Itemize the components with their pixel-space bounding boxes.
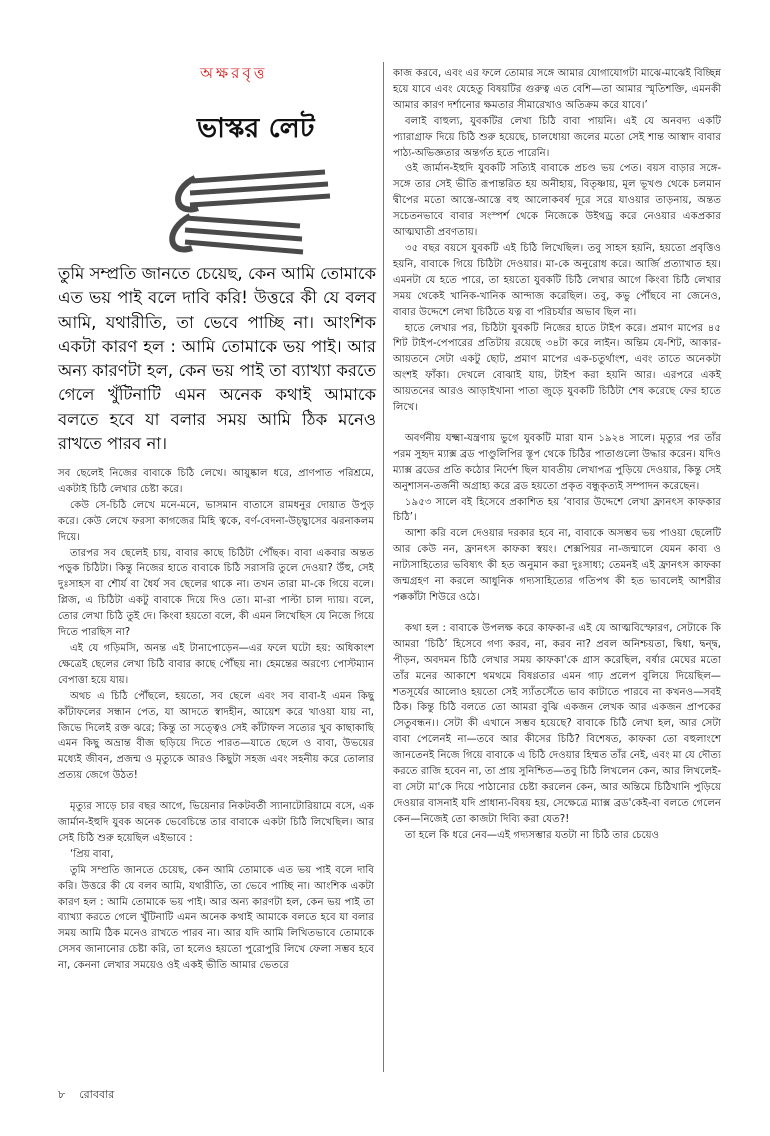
scroll-bottom-line-2 [185,230,302,239]
paragraph: কেউ সে-চিঠি লেখে মনে-মনে, ভাসমান বাতাসে রামধনুর দোয়াত উপুড় করে। কেউ লেখে ফরসা কাগজের মিহি ত্বকে, বর্ণ-বেদনা-উচ্ছ্বাসের ঝরনাকলম দিয়ে। [58,499,374,543]
paragraph: ওই জার্মান-ইহুদি যুবকটি সত্যিই বাবাকে প্রচণ্ড ভয় পেত। বয়স বাড়ার সঙ্গে-সঙ্গে তার সেই ভীতি রূপান্তরিত হয় অনীহায়, বিতৃষ্ণায়, মূল ভূখণ্ড থেকে চলমান দ্বীপের মতো আস্তে-আস্তে বহু আলোকবর্ষ দূরে সরে যাওয়ার তাড়নায়, অন্তত সচেতনভাবে বাবার সংস্পর্শ থেকে নিজেকে উইথড্র করে নেওয়ার একপ্রকার আত্মঘাতী প্রবণতায়। [393,163,721,239]
intro-quote: তুমি সম্প্রতি জানতে চেয়েছ, কেন আমি তোমাকে এত ভয় পাই বলে দাবি করি! উত্তরে কী যে বলব আমি, যথারীতি, তা ভেবে পাচ্ছি না। আংশিক একটা কারণ হল : আমি তোমাকে ভয় পাই। আর অন্য কারণটা হল, কেন ভয় পাই তা ব্যাখ্যা করতে গেলে খুঁটিনাটি এমন অনেক কথাই আমাকে বলতে হবে যা বলার সময় আমি ঠিক মনেও রাখতে পারব না। [58,264,376,454]
paragraph: এই যে গড়িমসি, অনন্ত এই টানাপোড়েন—এর ফলে ঘটো হয়: অধিকাংশ ক্ষেত্রেই ছেলের লেখা চিঠি বাবার কাছে পৌঁছয় না। হেমন্তের অরণ্যে পোস্টম্যান বেপাত্তা হয়ে যায়। [58,642,374,686]
paragraph: হাতে লেখার পর, চিঠিটা যুবকটি নিজের হাতে টাইপ করে। প্রমাণ মাপের ৪৫ শিট টাইপ-পেপারের প্রতিটায় রয়েছে ৩৪টা করে লাইন। অন্তিম যে-শিট, আকার-আয়তনে সেটা একটু ছোট, প্রমাণ মাপের এক-চতুর্থাংশ, এবং তাতে অনেকটা অংশই ফাঁকা। দেখলে বোঝাই যায়, টাইপ করা হয়নি আর। এরপরে একই আয়তনের আরও আড়াইখানা পাতা জুড়ে যুবকটি চিঠিটা শেষ করেছে ফের হাতে লিখে। [393,322,721,414]
page-footer [58,1086,114,1105]
scroll-bottom-line-1 [185,218,300,226]
paragraph: মৃত্যুর সাড়ে চার বছর আগে, ভিয়েনার নিকটবর্তী স্যানাটোরিয়ামে বসে, এক জার্মান-ইহুদি যুবক অনেক ভেবেচিন্তে তার বাবাকে একটা চিঠি লিখেছিল। আর সেই চিঠি শুরু হয়েছিল এইভাবে : [58,801,374,844]
paragraph: আশা করি বলে দেওয়ার দরকার হবে না, বাবাকে অসম্ভব ভয় পাওয়া ছেলেটি আর কেউ নন, ফ্রানৎস কাফকা স্বয়ং। শেক্সপিয়র না-জন্মালে যেমন কাব্য ও নাট্যসাহিত্যের ভবিষ্যৎ কী হত অনুমান করা দুঃসাধ্য; তেমনই এই ফ্রানৎস কাফকা জন্মগ্রহণ না করলে আধুনিক গদ্যসাহিত্যের গতিপথ কী হত ভাবলেই আশরীর পক্ককাঁটা শিউরে ওঠে। [393,528,721,603]
paragraph: তা হলে কি ধরে নেব—এই গদ্যসম্ভার যতটা না চিঠি তার চেয়েও [405,829,660,841]
paragraph: অবর্ণনীয় যক্ষ্মা-যন্ত্রণায় ভুগে যুবকটি মারা যান ১৯২৪ সালে। মৃত্যুর পর তাঁর পরম সুহৃদ ম্যাক্স ব্রড পাণ্ডুলিপির স্তূপ থেকে চিঠির পাতাগুলো উদ্ধার করেন। যদিও ম্যাক্স ব্রডের প্রতি কঠোর নির্দেশ ছিল যাবতীয় লেখাপত্র পুড়িয়ে দেওয়ার, কিন্তু সেই অনুশাসন-তর্জনী অগ্রাহ্য করে ব্রড হয়তো প্রকৃত বন্ধুকৃত্যই সম্পাদন করেছেন। [393,432,721,492]
column-divider [383,62,384,1072]
paragraph: কথা হল : বাবাকে উপলক্ষ করে কাফকা-র এই যে আত্মবিস্ফোরণ, সেটাকে কি আমরা ‘চিঠি’ হিসেবে গণ্য করব, না, করব না? প্রবল অনিশ্চয়তা, দ্বিধা, দ্বন্দ্ব, পীড়ন, অবদমন চিঠি লেখার সময় কাফকা'কে গ্রাস করেছিল, বর্ষার মেঘের মতো তাঁর মনের আকাশে থমথমে বিষণ্ণতার এমন গাঢ় প্রলেপ বুলিয়ে দিয়েছিল—শতসূর্যের আলোও হয়তো সেই স্যাঁতসেঁতে ভাব কাটাতে পারবে না কখনও—সবই ঠিক। কিন্তু চিঠি বলতে তো আমরা বুঝি একজন লেখক আর একজন প্রাপকের সেতুবন্ধন।। সেটা কী এখানে সম্ভব হয়েছে? বাবাকে চিঠি লেখা হল, আর সেটা বাবা পেলেনই না—তবে আর কীসের চিঠি? বিশেষত, কাফকা তো বহুলাংশে জানতেনই নিজে গিয়ে বাবাকে এ চিঠি দেওয়ার হিম্মত তাঁর নেই, এবং মা যে দৌত্য করতে রাজি হবেন না, তা প্রায় সুনিশ্চিত—তবু চিঠি লিখলেন কেন, আর লিখলেই-বা সেটা মা'কে দিয়ে পাঠানোর চেষ্টা করলেন কেন, আর অন্তিমে চিঠিখানি পুড়িয়ে দেওয়ার বাসনাই যদি প্রাধান্য-বিষয় হয়, সেক্ষেত্রে ম্যাক্স ব্রড'কেই-বা বলতে গেলেন কেন—নিজেই তো কাজটা দিব্যি করা যেত?! [393,622,721,825]
paragraph: তুমি সম্প্রতি জানতে চেয়েছ, কেন আমি তোমাকে এত ভয় পাই বলে দাবি করি। উত্তরে কী যে বলব আমি, যথারীতি, তা ভেবে পাচ্ছি না। আংশিক একটা কারণ হল : আমি তোমাকে ভয় পাই। আর অন্য কারণটা হল, কেন ভয় পাই তা ব্যাখ্যা করতে গেলে খুঁটিনাটি এমন অনেক কথাই আমাকে বলতে হবে যা বলার সময় আমি ঠিক মনেও রাখতে পারব না। আর যদি আমি লিখিতভাবে তোমাকে সেসব জানানোর চেষ্টা করি, তা হলেও হয়তো পুরোপুরি লিখে ফেলা সম্ভব হবে না, কেননা লেখার সময়েও ওই একই ভীতি আমার ভেতরে [58,864,374,972]
right-column [393,66,721,844]
paragraph: ১৯৫৩ সালে বই হিসেবে প্রকাশিত হয় ‘বাবার উদ্দেশে লেখা ফ্রানৎস কাফকার চিঠি’। [393,496,721,524]
paragraph: বলাই বাহুল্য, যুবকটির লেখা চিঠি বাবা পায়নি। এই যে অনবদ্য একটি প্যারাগ্রাফ দিয়ে চিঠি শুরু হয়েছে, চালধোয়া জলের মতো সেই শান্ত আস্বাদ বাবার পাঠ্য-অভিজ্ঞতার অন্তর্গত হতে পারেনি। [393,115,721,159]
paragraph: কাজ করবে, এবং এর ফলে তোমার সঙ্গে আমার যোগাযোগটা মাঝে-মাঝেই বিচ্ছিন্ন হয়ে যাবে এবং যেহেতু বিষয়টির গুরুত্ব এত বেশি—তা আমার স্মৃতিশক্তি, এমনকী আমার কারণ দর্শানোর ক্ষমতার সীমারেখাও অতিক্রম করে যাবে।’ [393,68,721,111]
paragraph: তারপর সব ছেলেই চায়, বাবার কাছে চিঠিটা পৌঁছক। বাবা একবার অন্তত পড়ুক চিঠিটা। কিন্তু নিজের হাতে বাবাকে চিঠি সরাসরি তুলে দেওয়া? উঁহু, সেই দুঃসাহস বা শৌর্য বা ধৈর্য সব ছেলের থাকে না। তখন তারা মা-কে গিয়ে বলে। প্লিজ, এ চিঠিটা একটু বাবাকে দিয়ে দিও তো। মা-রা পাল্টা চাল দ্যায়। বলে, তোর লেখা চিঠি তুই দে। কিংবা হয়তো বলে, কী এমন লিখেছিস যে নিজে গিয়ে দিতে পারছিস না? [58,547,374,639]
rolled-papers-illustration [160,148,345,276]
paragraph: অথচ এ চিঠি পৌঁছলে, হয়তো, সব ছেলে এবং সব বাবা-ই এমন কিছু কাঁটাফলের সন্ধান পেত, যা আদতে স্বাদহীন, আয়েশ করে খাওয়া যায় না, জিভে দিলেই রক্ত ঝরে; কিন্তু তা সত্ত্বেও সেই কাঁটাফল সত্যের খুব কাছাকাছি এমন কিছু অভ্রান্ত বীজ ছড়িয়ে দিতে পারত—যাতে ছেলে ও বাবা, উভয়ের মধ্যেই জীবন, প্রজন্ম ও মৃত্যুকে আরও কিছুটা সহজ এবং সহনীয় করে তোলার প্রত্যয় জেগে উঠত! [58,690,374,782]
paragraph: ‘প্রিয় বাবা, [70,848,114,860]
scroll-top-line-3 [190,196,330,205]
paragraph: ৩৫ বছর বয়সে যুবকটি এই চিঠি লিখেছিল। তবু সাহস হয়নি, হয়তো প্রবৃত্তিও হয়নি, বাবাকে গিয়ে চিঠিটা দেওয়ার। মা-কে অনুরোধ করে। আর্জি প্রত্যাখাত হয়। এমনটা যে হতে পারে, তা হয়তো যুবকটি চিঠি লেখার আগে কিংবা চিঠি লেখার সময় থেকেই খানিক-খানিক আন্দাজ করেছিল। তবু, কভু পৌঁছবে না জেনেও, বাবার উদ্দেশে লেখা চিঠিতে যত্ন বা পরিচর্যার অভাব ছিল না। [393,242,721,318]
paragraph: সব ছেলেই নিজের বাবাকে চিঠি লেখে। আয়ুষ্কাল ধরে, প্রাণপাত পরিশ্রমে, একটাই চিঠি লেখার চেষ্টা করে। [58,468,374,495]
scroll-top-line-1 [192,172,325,181]
left-column [58,466,374,974]
author-name: ভাস্কর লেট [197,113,315,144]
section-label: অক্ষরবৃত্ত [200,64,268,82]
magazine-name: রোববার [79,1088,115,1101]
scroll-top-line-2 [190,184,328,193]
page-number: ৮ [58,1088,66,1101]
scroll-bottom-line-3 [185,242,303,252]
